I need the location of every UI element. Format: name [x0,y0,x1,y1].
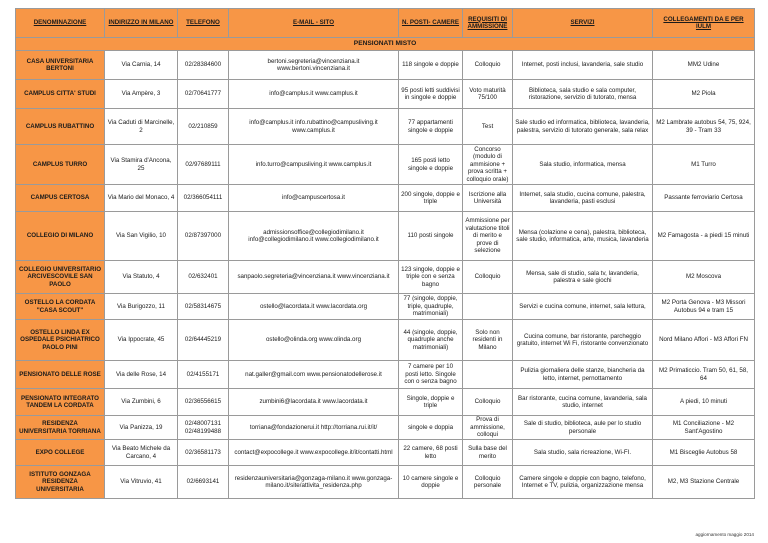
table-row [16,212,755,261]
email-site-cell: residenzauniversitaria@gonzaga-milano.it www.gonzaga-milano.it/site/attivita_residenza.php [229,466,399,499]
requirements-cell: Iscrizione alla Università [463,185,513,212]
services-cell: Pulizia giornaliera delle stanze, biancheria da letto, internet, pernottamento [513,361,653,389]
services-cell: Internet, sala studio, cucina comune, palestra, lavanderia, pasti esclusi [513,185,653,212]
residence-name: CAMPLUS CITTA' STUDI [16,80,105,109]
requirements-cell: Voto maturità 75/100 [463,80,513,109]
rooms-cell: 200 singole, doppie e triple [399,185,463,212]
phone-cell: 02/64445219 [178,320,229,361]
connections-cell: M2 Piola [653,80,755,109]
table-row [16,389,755,416]
email-site-cell: info@camplus.it www.camplus.it [229,80,399,109]
residence-name: COLLEGIO DI MILANO [16,212,105,261]
connections-cell: M2, M3 Stazione Centrale [653,466,755,499]
email-site-cell: admissionsoffice@collegiodimilano.it info@collegiodimilano.it www.collegiodimilano.it [229,212,399,261]
rooms-cell: 10 camere singole e doppie [399,466,463,499]
address-cell: Via Beato Michele da Carcano, 4 [105,440,178,466]
phone-cell: 02/4155171 [178,361,229,389]
requirements-cell: Solo non residenti in Milano [463,320,513,361]
phone-cell: 02/28384600 [178,51,229,80]
connections-cell: M1 Bisceglie Autobus 58 [653,440,755,466]
services-cell: Mensa, sale di studio, sala tv, lavanderia, palestra e sale giochi [513,261,653,294]
residence-name: CAMPUS CERTOSA [16,185,105,212]
table-row [16,109,755,145]
address-cell: Via Vitruvio, 41 [105,466,178,499]
table-row [16,466,755,499]
requirements-cell [463,294,513,320]
header-indirizzo: INDIRIZZO IN MILANO [105,9,178,38]
residence-name: PENSIONATO INTEGRATO TANDEM LA CORDATA [16,389,105,416]
phone-cell: 02/632401 [178,261,229,294]
header-requisiti: REQUISITI DI AMMISSIONE [463,9,513,38]
residence-name: CAMPLUS RUBATTINO [16,109,105,145]
requirements-cell: Sulla base del merito [463,440,513,466]
rooms-cell: 22 camere, 68 posti letto [399,440,463,466]
phone-cell: 02/70641777 [178,80,229,109]
phone-cell: 02/366054111 [178,185,229,212]
address-cell: Via Statuto, 4 [105,261,178,294]
residence-name: PENSIONATO DELLE ROSE [16,361,105,389]
requirements-cell: Prova di ammissione, colloqui [463,416,513,440]
header-servizi: SERVIZI [513,9,653,38]
table-row [16,185,755,212]
requirements-cell: Colloquio [463,389,513,416]
phone-cell: 02/6693141 [178,466,229,499]
rooms-cell: 165 posti letto singole e doppie [399,145,463,185]
connections-cell: M1 Turro [653,145,755,185]
rooms-cell: 77 (singole, doppie, triple, quadruple, matrimoniali) [399,294,463,320]
services-cell: Servizi e cucina comune, internet, sala lettura, [513,294,653,320]
residence-table [15,8,755,499]
header-row [16,9,755,38]
services-cell: Camere singole e doppie con bagno, telefono, Internet e TV, pulizia, organizzazione mensa [513,466,653,499]
connections-cell: M2 Porta Genova - M3 Missori Autobus 94 e tram 15 [653,294,755,320]
table-row [16,261,755,294]
rooms-cell: 44 (singole, doppie, quadruple anche matrimoniali) [399,320,463,361]
header-collegamenti: COLLEGAMENTI DA E PER IULM [653,9,755,38]
email-site-cell: contact@expocollege.it www.expocollege.it/it/contatti.html [229,440,399,466]
connections-cell: Nord Milano Affori - M3 Affori FN [653,320,755,361]
residence-name: CAMPLUS TURRO [16,145,105,185]
services-cell: Internet, posti inclusi, lavanderia, sale studio [513,51,653,80]
address-cell: Via San Vigilio, 10 [105,212,178,261]
residence-name: EXPO COLLEGE [16,440,105,466]
residence-name: ISTITUTO GONZAGA RESIDENZA UNIVERSITARIA [16,466,105,499]
header-posti: N. POSTI- CAMERE [399,9,463,38]
phone-cell: 02/58314675 [178,294,229,320]
address-cell: Via Burigozzo, 11 [105,294,178,320]
services-cell: Sala studio, informatica, mensa [513,145,653,185]
rooms-cell: 77 appartamenti singole e doppie [399,109,463,145]
connections-cell: M2 Lambrate autobus 54, 75, 924, 39 - Tram 33 [653,109,755,145]
rooms-cell: 95 posti letti suddivisi in singole e doppie [399,80,463,109]
connections-cell: M1 Conciliazione - M2 Sant'Agostino [653,416,755,440]
services-cell: Sala studio, sala ricreazione, Wi-FI. [513,440,653,466]
requirements-cell: Colloquio [463,261,513,294]
email-site-cell: ostello@olinda.org www.olinda.org [229,320,399,361]
update-note: aggiornamento maggio 2014 [695,532,754,537]
email-site-cell: info.turro@campusliving.it www.camplus.it [229,145,399,185]
address-cell: Via Caduti di Marcinelle, 2 [105,109,178,145]
table-row [16,51,755,80]
residence-name: COLLEGIO UNIVERSITARIO ARCIVESCOVILE SAN PAOLO [16,261,105,294]
address-cell: Via Ampère, 3 [105,80,178,109]
requirements-cell: Ammissione per valutazione titoli di merito e prove di selezione [463,212,513,261]
address-cell: Via Mario del Monaco, 4 [105,185,178,212]
address-cell: Via Carnia, 14 [105,51,178,80]
phone-cell: 02/36556615 [178,389,229,416]
connections-cell: MM2 Udine [653,51,755,80]
connections-cell: A piedi, 10 minuti [653,389,755,416]
residence-name: RESIDENZA UNIVERSITARIA TORRIANA [16,416,105,440]
connections-cell: M2 Primaticcio. Tram 50, 61, 58, 64 [653,361,755,389]
requirements-cell: Concorso (modulo di ammisione + prova scritta + colloquio orale) [463,145,513,185]
phone-cell: 02/87397000 [178,212,229,261]
address-cell: Via Panizza, 19 [105,416,178,440]
table-row [16,145,755,185]
rooms-cell: 118 singole e doppie [399,51,463,80]
table-row [16,294,755,320]
table-row [16,440,755,466]
connections-cell: M2 Moscova [653,261,755,294]
requirements-cell: Colloquio personale [463,466,513,499]
address-cell: Via delle Rose, 14 [105,361,178,389]
rooms-cell: 110 posti singole [399,212,463,261]
header-email: E-MAIL - SITO [229,9,399,38]
email-site-cell: torriana@fondazionerui.it http://torriana.rui.it/it/ [229,416,399,440]
table-row [16,416,755,440]
section-title: PENSIONATI MISTO [16,38,755,51]
email-site-cell: zumbini6@lacordata.it www.lacordata.it [229,389,399,416]
rooms-cell: Singole, doppie e triple [399,389,463,416]
table-row [16,80,755,109]
address-cell: Via Ippocrate, 45 [105,320,178,361]
residence-table-sheet [15,8,754,499]
phone-cell: 02/210859 [178,109,229,145]
requirements-cell [463,361,513,389]
services-cell: Sale di studio, biblioteca, aule per lo studio personale [513,416,653,440]
rooms-cell: 123 singole, doppie e triple con e senza bagno [399,261,463,294]
phone-cell: 02/97689111 [178,145,229,185]
residence-name: OSTELLO LINDA EX OSPEDALE PSICHIATRICO PAOLO PINI [16,320,105,361]
section-row [16,38,755,51]
table-row [16,320,755,361]
services-cell: Sale studio ed informatica, biblioteca, lavanderia, palestra, servizio di tutorato generale, sala relax [513,109,653,145]
connections-cell: M2 Famagosta - a piedi 15 minuti [653,212,755,261]
rooms-cell: 7 camere per 10 posti letto. Singole con o senza bagno [399,361,463,389]
connections-cell: Passante ferroviario Certosa [653,185,755,212]
services-cell: Mensa (colazione e cena), palestra, biblioteca, sale studio, informatica, arte, musica, lavanderia [513,212,653,261]
header-denominazione: DENOMINAZIONE [16,9,105,38]
header-telefono: TELEFONO [178,9,229,38]
email-site-cell: ostello@lacordata.it www.lacordata.org [229,294,399,320]
email-site-cell: info@campuscertosa.it [229,185,399,212]
email-site-cell: sanpaolo.segreteria@vincenziana.it www.vincenziana.it [229,261,399,294]
email-site-cell: nat.galler@gmail.com www.pensionatodellerose.it [229,361,399,389]
email-site-cell: info@camplus.it info.rubattino@campusliving.it www.camplus.it [229,109,399,145]
address-cell: Via Stamira d'Ancona, 25 [105,145,178,185]
table-row [16,361,755,389]
services-cell: Biblioteca, sala studio e sala computer, ristorazione, servizio di tutorato, mensa [513,80,653,109]
address-cell: Via Zumbini, 6 [105,389,178,416]
requirements-cell: Colloquio [463,51,513,80]
residence-name: CASA UNIVERSITARIA BERTONI [16,51,105,80]
services-cell: Bar ristorante, cucina comune, lavanderia, sala studio, internet [513,389,653,416]
residence-name: OSTELLO LA CORDATA "CASA SCOUT" [16,294,105,320]
services-cell: Cucina comune, bar ristorante, parcheggio gratuito, internet Wi Fi, ristorante convenzionato [513,320,653,361]
rooms-cell: singole e doppia [399,416,463,440]
email-site-cell: bertoni.segreteria@vincenziana.it www.bertoni.vincenziana.it [229,51,399,80]
phone-cell: 02/48007131 02/48199488 [178,416,229,440]
phone-cell: 02/36581173 [178,440,229,466]
requirements-cell: Test [463,109,513,145]
